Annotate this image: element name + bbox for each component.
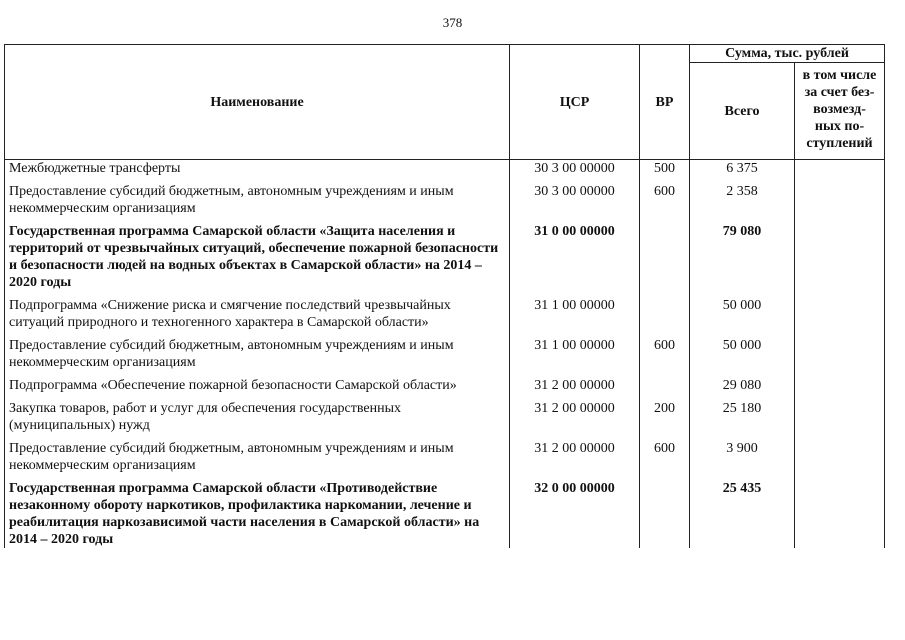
header-csr: ЦСР: [510, 45, 640, 160]
header-free-line: ступлений: [806, 136, 873, 151]
header-free-receipts: [795, 63, 885, 160]
table-row: [5, 297, 885, 337]
row-csr: 31 2 00 00000: [510, 440, 640, 480]
row-name: Государственная программа Самарской области «Защита населения и территорий от чрезвычайных ситуаций, обеспечение пожарной безопасности и безопасности людей на водных объектах в Самарской области» на 2014 – 2020 годы: [5, 223, 510, 297]
row-csr: 31 0 00 00000: [510, 223, 640, 297]
row-total: 29 080: [690, 377, 795, 400]
row-csr: 31 1 00 00000: [510, 297, 640, 337]
row-total: 25 435: [690, 480, 795, 548]
table-row: [5, 223, 885, 297]
row-csr: 30 3 00 00000: [510, 183, 640, 223]
row-total: 2 358: [690, 183, 795, 223]
row-vr: 200: [640, 400, 690, 440]
row-vr: 600: [640, 337, 690, 377]
row-free: [795, 160, 885, 184]
row-name: Предоставление субсидий бюджетным, автономным учреждениям и иным некоммерческим организациям: [5, 337, 510, 377]
header-sum: Сумма, тыс. рублей: [690, 45, 885, 63]
row-name: Предоставление субсидий бюджетным, автономным учреждениям и иным некоммерческим организациям: [5, 440, 510, 480]
table-row: [5, 337, 885, 377]
row-vr: 500: [640, 160, 690, 184]
header-vr: ВР: [640, 45, 690, 160]
row-vr: 600: [640, 440, 690, 480]
table-row: [5, 160, 885, 184]
row-csr: 30 3 00 00000: [510, 160, 640, 184]
row-total: 50 000: [690, 337, 795, 377]
table-row: [5, 377, 885, 400]
page-number: 378: [442, 15, 463, 30]
header-free-line: возмезд-: [813, 102, 866, 117]
row-total: 79 080: [690, 223, 795, 297]
row-name: Государственная программа Самарской области «Противодействие незаконному обороту наркотиков, профилактика наркомании, лечение и реабилитация наркозависимой части населения в Самарской области» на 2014 – 2020 годы: [5, 480, 510, 548]
row-csr: 31 2 00 00000: [510, 400, 640, 440]
row-total: 6 375: [690, 160, 795, 184]
row-csr: 32 0 00 00000: [510, 480, 640, 548]
row-free: [795, 297, 885, 337]
row-vr: [640, 377, 690, 400]
row-free: [795, 377, 885, 400]
row-name: Предоставление субсидий бюджетным, автономным учреждениям и иным некоммерческим организациям: [5, 183, 510, 223]
row-free: [795, 440, 885, 480]
row-vr: 600: [640, 183, 690, 223]
table-row: [5, 400, 885, 440]
header-free-line: за счет без-: [804, 85, 875, 100]
header-free-line: в том числе: [802, 68, 877, 83]
row-total: 3 900: [690, 440, 795, 480]
header-free-line: ных по-: [814, 119, 865, 134]
row-name: Закупка товаров, работ и услуг для обеспечения государственных (муниципальных) нужд: [5, 400, 510, 440]
table-row: [5, 183, 885, 223]
row-free: [795, 183, 885, 223]
row-total: 50 000: [690, 297, 795, 337]
row-free: [795, 400, 885, 440]
row-vr: [640, 297, 690, 337]
row-total: 25 180: [690, 400, 795, 440]
table-body: [5, 160, 885, 549]
row-vr: [640, 223, 690, 297]
row-name: Межбюджетные трансферты: [5, 160, 510, 184]
table-row: [5, 480, 885, 548]
row-free: [795, 223, 885, 297]
row-csr: 31 1 00 00000: [510, 337, 640, 377]
budget-table: [4, 44, 885, 548]
table-header: [5, 45, 885, 160]
header-name: Наименование: [5, 45, 510, 160]
row-csr: 31 2 00 00000: [510, 377, 640, 400]
header-total: Всего: [690, 63, 795, 160]
table-row: [5, 440, 885, 480]
row-vr: [640, 480, 690, 548]
row-name: Подпрограмма «Обеспечение пожарной безопасности Самарской области»: [5, 377, 510, 400]
row-free: [795, 480, 885, 548]
row-free: [795, 337, 885, 377]
row-name: Подпрограмма «Снижение риска и смягчение последствий чрезвычайных ситуаций природного и техногенного характера в Самарской области»: [5, 297, 510, 337]
